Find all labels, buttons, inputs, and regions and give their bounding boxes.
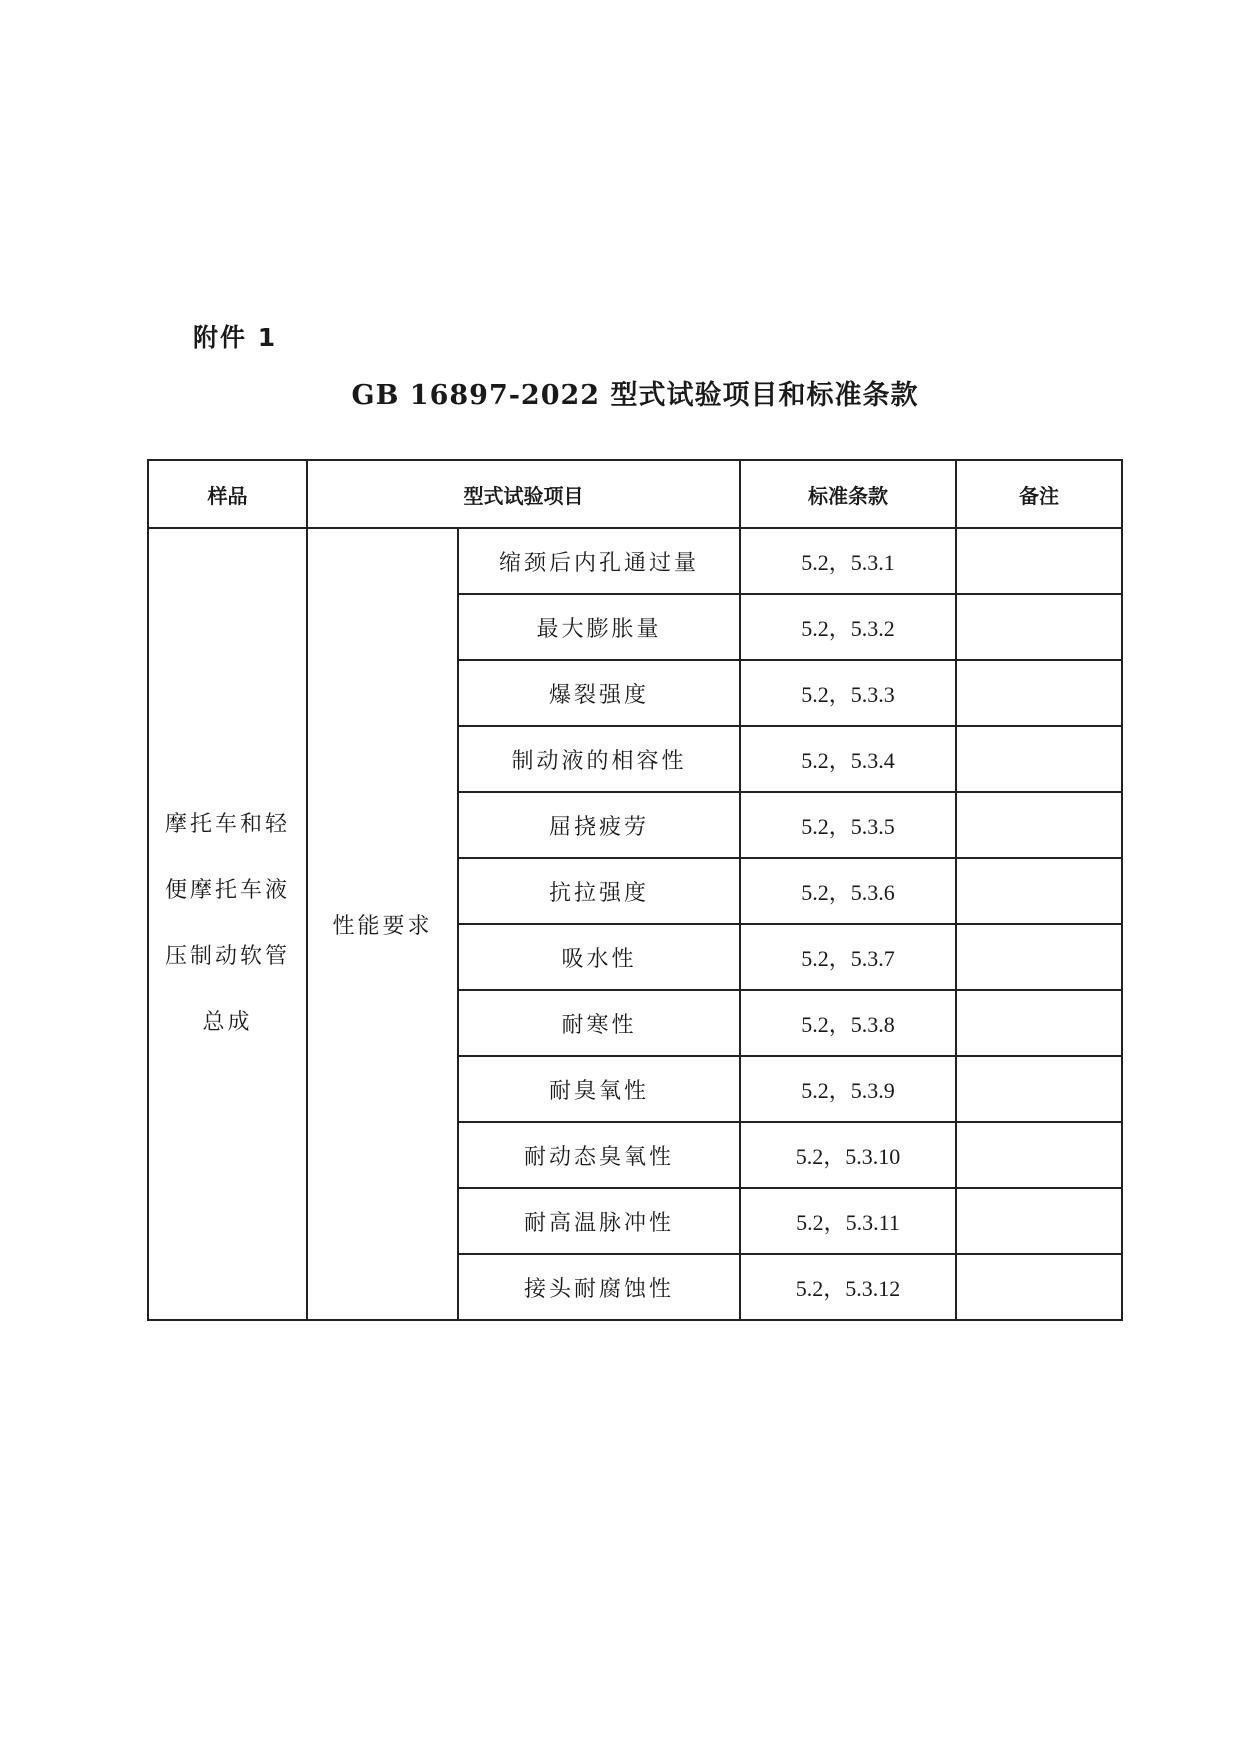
test-item-cell: 爆裂强度 [458, 660, 740, 726]
test-item-cell: 抗拉强度 [458, 858, 740, 924]
test-item-cell: 屈挠疲劳 [458, 792, 740, 858]
remark-cell [956, 990, 1122, 1056]
test-item-cell: 耐寒性 [458, 990, 740, 1056]
test-item-cell: 耐动态臭氧性 [458, 1122, 740, 1188]
sample-line: 摩托车和轻 [164, 812, 290, 837]
test-items-table [147, 459, 1123, 1321]
clause-cell: 5.2，5.3.6 [740, 858, 956, 924]
header-test-items: 型式试验项目 [307, 460, 740, 528]
header-sample: 样品 [148, 460, 307, 528]
clause-cell: 5.2，5.3.2 [740, 594, 956, 660]
clause-cell: 5.2，5.3.10 [740, 1122, 956, 1188]
header-clauses: 标准条款 [740, 460, 956, 528]
clause-cell: 5.2，5.3.1 [740, 528, 956, 594]
remark-cell [956, 660, 1122, 726]
remark-cell [956, 726, 1122, 792]
test-item-cell: 吸水性 [458, 924, 740, 990]
header-remarks: 备注 [956, 460, 1122, 528]
sample-line: 总成 [202, 1010, 253, 1035]
test-item-cell: 缩颈后内孔通过量 [458, 528, 740, 594]
remark-cell [956, 792, 1122, 858]
remark-cell [956, 1188, 1122, 1254]
table-row [148, 528, 1122, 594]
test-item-cell: 耐高温脉冲性 [458, 1188, 740, 1254]
remark-cell [956, 594, 1122, 660]
clause-cell: 5.2，5.3.7 [740, 924, 956, 990]
clause-cell: 5.2，5.3.3 [740, 660, 956, 726]
test-item-cell: 制动液的相容性 [458, 726, 740, 792]
sample-line: 压制动软管 [164, 944, 290, 969]
clause-cell: 5.2，5.3.11 [740, 1188, 956, 1254]
clause-cell: 5.2，5.3.9 [740, 1056, 956, 1122]
remark-cell [956, 1122, 1122, 1188]
clause-cell: 5.2，5.3.4 [740, 726, 956, 792]
clause-cell: 5.2，5.3.8 [740, 990, 956, 1056]
remark-cell [956, 924, 1122, 990]
test-item-cell: 耐臭氧性 [458, 1056, 740, 1122]
test-item-cell: 最大膨胀量 [458, 594, 740, 660]
sample-cell [148, 528, 307, 1320]
document-title: GB 16897-2022 型式试验项目和标准条款 [351, 380, 919, 411]
test-item-cell: 接头耐腐蚀性 [458, 1254, 740, 1320]
table-header-row [148, 460, 1122, 528]
category-cell: 性能要求 [307, 528, 458, 1320]
remark-cell [956, 858, 1122, 924]
remark-cell [956, 528, 1122, 594]
remark-cell [956, 1056, 1122, 1122]
clause-cell: 5.2，5.3.12 [740, 1254, 956, 1320]
attachment-label: 附件 1 [193, 323, 278, 352]
remark-cell [956, 1254, 1122, 1320]
sample-line: 便摩托车液 [164, 878, 290, 903]
clause-cell: 5.2，5.3.5 [740, 792, 956, 858]
